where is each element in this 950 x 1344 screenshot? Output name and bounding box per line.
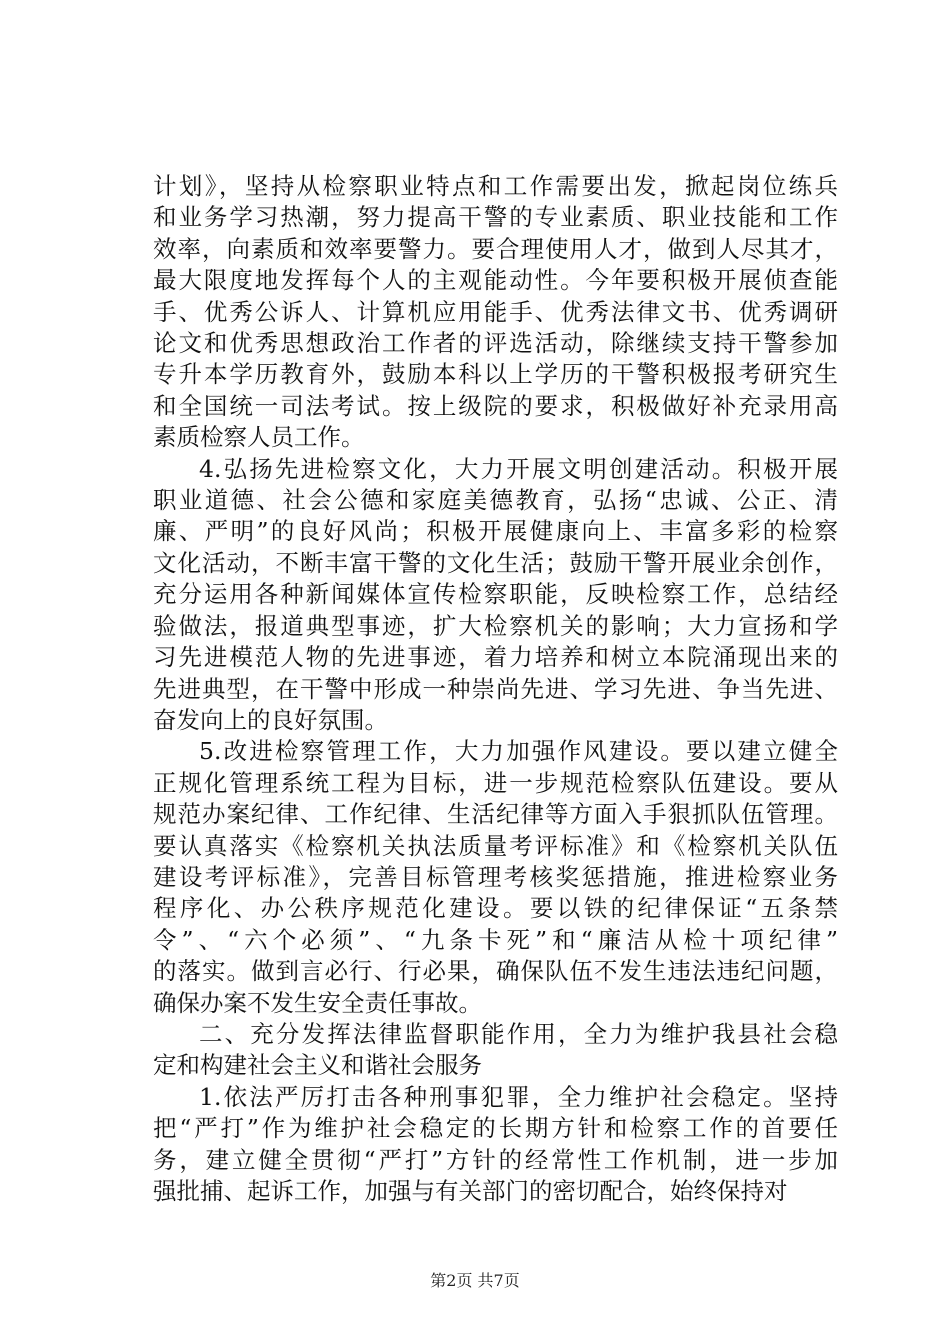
document-body bbox=[153, 171, 838, 1207]
text-line: 把“严打”作为维护社会稳定的长期方针和检察工作的首要任 bbox=[153, 1114, 838, 1143]
text-line: 计划》，坚持从检察职业特点和工作需要出发，掀起岗位练兵 bbox=[153, 172, 838, 200]
text-line: 5.改进检察管理工作，大力加强作风建设。要以建立健全 bbox=[199, 737, 838, 766]
text-line: 和全国统一司法考试。按上级院的要求，积极做好补充录用高 bbox=[153, 391, 838, 420]
text-line: 强批捕、起诉工作，加强与有关部门的密切配合，始终保持对 bbox=[153, 1177, 788, 1205]
text-line: 效率，向素质和效率要警力。要合理使用人才，做到人尽其才， bbox=[153, 234, 838, 263]
text-line: 正规化管理系统工程为目标，进一步规范检察队伍建设。要从 bbox=[153, 768, 838, 797]
text-line: 手、优秀公诉人、计算机应用能手、优秀法律文书、优秀调研 bbox=[153, 297, 838, 326]
text-line: 4.弘扬先进检察文化，大力开展文明创建活动。积极开展 bbox=[199, 454, 838, 483]
text-line: 的落实。做到言必行、行必果，确保队伍不发生违法违纪问题， bbox=[153, 957, 838, 986]
text-line: 专升本学历教育外，鼓励本科以上学历的干警积极报考研究生 bbox=[153, 360, 838, 389]
text-line: 确保办案不发生安全责任事故。 bbox=[153, 988, 482, 1017]
text-line: 充分运用各种新闻媒体宣传检察职能，反映检察工作，总结经 bbox=[153, 580, 838, 609]
text-line: 建设考评标准》，完善目标管理考核奖惩措施，推进检察业务 bbox=[153, 862, 838, 891]
text-line: 论文和优秀思想政治工作者的评选活动，除继续支持干警参加 bbox=[153, 329, 838, 358]
text-line: 规范办案纪律、工作纪律、生活纪律等方面入手狠抓队伍管理。 bbox=[153, 800, 838, 829]
page-footer: 第2页 共7页 bbox=[430, 1271, 520, 1290]
text-line: 和业务学习热潮，努力提高干警的专业素质、职业技能和工作 bbox=[153, 203, 838, 232]
text-line: 先进典型，在干警中形成一种崇尚先进、学习先进、争当先进、 bbox=[153, 674, 838, 703]
text-line: 令”、“六个必须”、“九条卡死”和“廉洁从检十项纪律” bbox=[153, 925, 838, 954]
text-line: 习先进模范人物的先进事迹，着力培养和树立本院涌现出来的 bbox=[153, 643, 838, 672]
text-line: 定和构建社会主义和谐社会服务 bbox=[153, 1051, 482, 1080]
paragraph bbox=[153, 736, 838, 1019]
paragraph bbox=[153, 171, 838, 454]
text-line: 文化活动，不断丰富干警的文化生活；鼓励干警开展业余创作， bbox=[153, 548, 838, 577]
paragraph bbox=[153, 1019, 838, 1082]
text-line: 职业道德、社会公德和家庭美德教育，弘扬“忠诚、公正、清 bbox=[153, 486, 838, 515]
text-line: 廉、严明”的良好风尚；积极开展健康向上、丰富多彩的检察 bbox=[153, 517, 838, 546]
paragraph bbox=[153, 1082, 838, 1208]
text-line: 最大限度地发挥每个人的主观能动性。今年要积极开展侦查能 bbox=[153, 266, 838, 295]
text-line: 验做法，报道典型事迹，扩大检察机关的影响；大力宣扬和学 bbox=[153, 611, 838, 640]
text-line: 素质检察人员工作。 bbox=[153, 423, 365, 452]
text-line: 程序化、办公秩序规范化建设。要以铁的纪律保证“五条禁 bbox=[153, 894, 838, 923]
text-line: 奋发向上的良好氛围。 bbox=[153, 705, 388, 734]
text-line: 二、充分发挥法律监督职能作用，全力为维护我县社会稳 bbox=[199, 1019, 838, 1048]
text-line: 1.依法严厉打击各种刑事犯罪，全力维护社会稳定。坚持 bbox=[199, 1082, 838, 1111]
paragraph bbox=[153, 454, 838, 737]
text-line: 要认真落实《检察机关执法质量考评标准》和《检察机关队伍 bbox=[153, 831, 838, 860]
text-line: 务，建立健全贯彻“严打”方针的经常性工作机制，进一步加 bbox=[153, 1145, 838, 1174]
